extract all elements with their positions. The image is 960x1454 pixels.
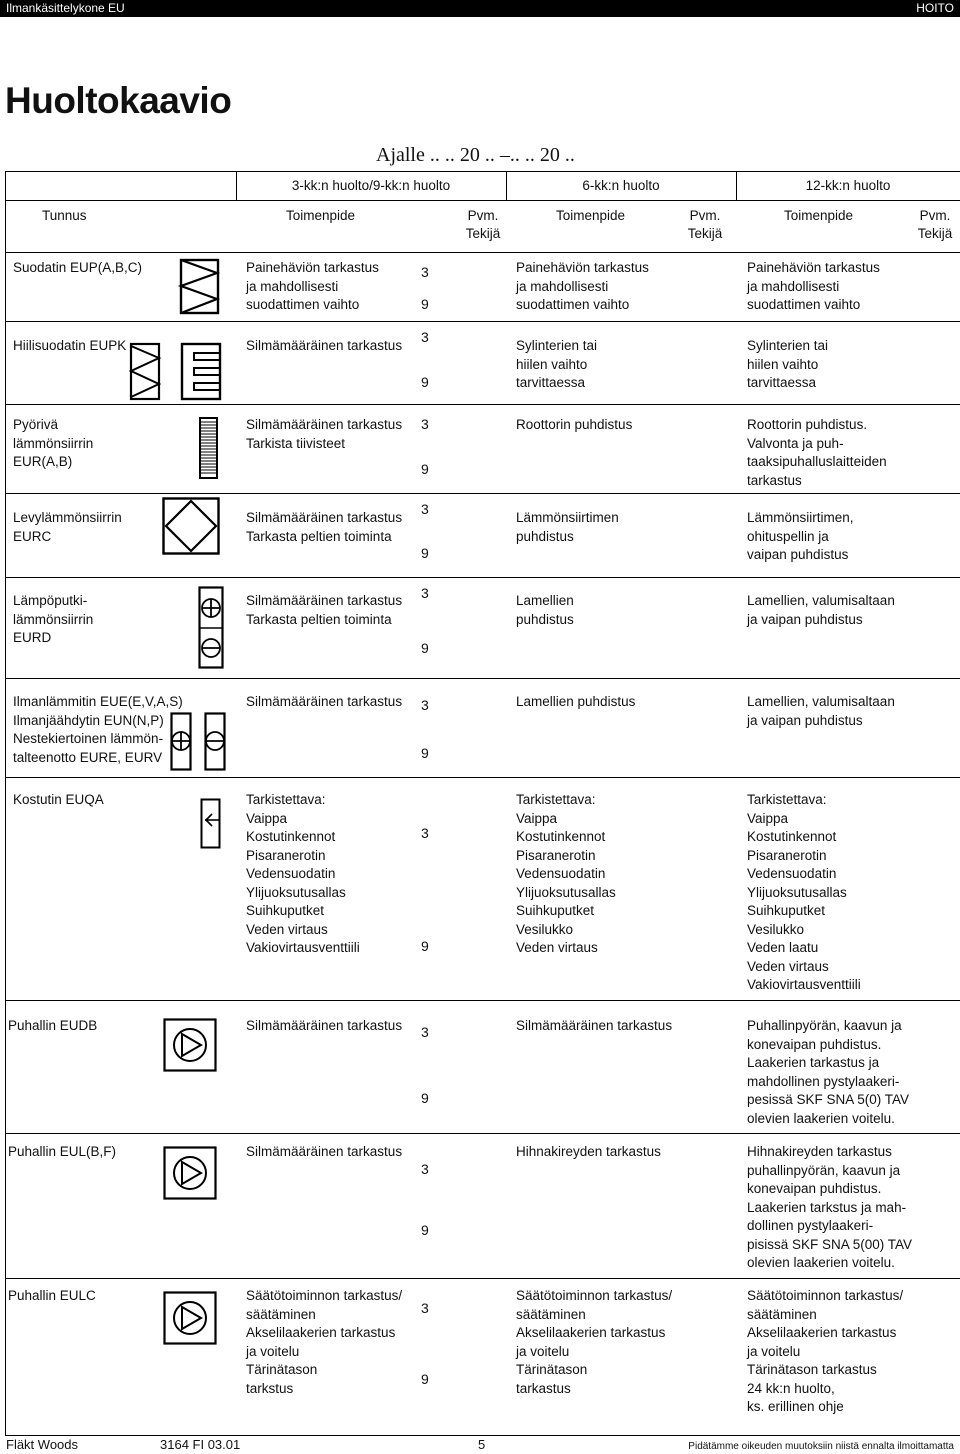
task-line: pisissä SKF SNA 5(00) TAV bbox=[747, 1236, 913, 1252]
month-9-marker: 9 bbox=[421, 1090, 429, 1106]
row-separator bbox=[5, 321, 960, 322]
month-3-marker: 3 bbox=[421, 501, 429, 517]
column-header-toimenpide-2: Toimenpide bbox=[556, 208, 626, 223]
column-header-pvm-1: Pvm. bbox=[467, 208, 499, 223]
column-header-border bbox=[5, 252, 960, 253]
row-name: Suodatin EUP(A,B,C) bbox=[13, 260, 143, 275]
task-line: Silmämääräinen tarkastus bbox=[246, 417, 403, 432]
task-3-9 bbox=[246, 259, 379, 315]
task-line: Pisaranerotin bbox=[246, 847, 326, 863]
month-3-marker: 3 bbox=[421, 264, 429, 280]
row-name: Lämpöputki- lämmönsiirrin EURD bbox=[13, 593, 94, 645]
task-line: Silmämääräinen tarkastus bbox=[516, 1018, 673, 1033]
task-line: Veden virtaus bbox=[246, 921, 328, 937]
task-line: Säätötoiminnon tarkastus/ bbox=[246, 1288, 403, 1303]
task-line: Lamellien bbox=[516, 593, 574, 608]
plate-heat-exchanger-icon bbox=[162, 497, 220, 555]
footer-rights-notice: Pidätämme oikeuden muutoksiin niistä ennalta ilmoittamatta bbox=[688, 1441, 954, 1452]
month-3-marker: 3 bbox=[421, 585, 429, 601]
date-range-line: Ajalle .. .. 20 .. –.. .. 20 .. bbox=[376, 144, 575, 166]
column-header-pvm-3: Pvm. bbox=[919, 208, 951, 223]
row-name: Ilmanlämmitin EUE(E,V,A,S) Ilmanjäähdytin EUN(N,P) Nestekiertoinen lämmön- talteenotto EURE, EURV bbox=[13, 694, 183, 765]
table-left-border bbox=[5, 171, 6, 1435]
task-line: Silmämääräinen tarkastus bbox=[246, 1018, 403, 1033]
fan-symbol-icon bbox=[163, 1146, 217, 1200]
task-3-9 bbox=[246, 1287, 402, 1398]
footer-company: Fläkt Woods bbox=[6, 1437, 79, 1452]
task-6 bbox=[516, 791, 616, 958]
task-line: Silmämääräinen tarkastus bbox=[246, 1144, 403, 1159]
row-separator bbox=[5, 777, 960, 778]
task-12 bbox=[747, 592, 895, 629]
task-line: Veden laatu bbox=[747, 940, 819, 955]
task-line: Akselilaakerien tarkastus bbox=[246, 1325, 396, 1340]
task-3-9 bbox=[246, 1017, 402, 1036]
heat-pipe-exchanger-icon bbox=[198, 586, 226, 670]
task-line: Akselilaakerien tarkastus bbox=[516, 1325, 666, 1340]
task-line: ja voitelu bbox=[516, 1343, 570, 1359]
task-line: pesissä SKF SNA 5(0) TAV bbox=[747, 1092, 910, 1107]
task-line: puhdistus bbox=[516, 528, 574, 544]
month-3-marker: 3 bbox=[421, 416, 429, 432]
month-9-marker: 9 bbox=[421, 461, 429, 477]
carbon-filter-symbol-icon bbox=[122, 343, 252, 401]
month-9-marker: 9 bbox=[421, 640, 429, 656]
task-line: Lämmönsiirtimen bbox=[516, 510, 619, 525]
task-line: Lämmönsiirtimen, bbox=[747, 510, 854, 525]
task-6 bbox=[516, 1017, 672, 1036]
column-header-toimenpide-3: Toimenpide bbox=[784, 208, 854, 223]
task-line: säätäminen bbox=[747, 1306, 817, 1322]
task-line: Tärinätason tarkastus bbox=[747, 1362, 877, 1377]
task-line: Vedensuodatin bbox=[747, 866, 837, 881]
column-header-tekija-3: Tekijä bbox=[917, 226, 953, 241]
task-line: Painehäviön tarkastus bbox=[516, 260, 649, 275]
task-3-9 bbox=[246, 693, 402, 712]
task-6 bbox=[516, 592, 574, 629]
task-6 bbox=[516, 1143, 661, 1162]
footer-document-code: 3164 FI 03.01 bbox=[160, 1437, 241, 1452]
task-line: Silmämääräinen tarkastus bbox=[246, 338, 403, 353]
task-line: Roottorin puhdistus bbox=[516, 417, 633, 432]
task-line: puhallinpyörän, kaavun ja bbox=[747, 1162, 901, 1178]
task-line: mahdollinen pystylaakeri- bbox=[747, 1073, 900, 1089]
task-line: Vesilukko bbox=[747, 921, 805, 937]
task-line: Tarkasta peltien toiminta bbox=[246, 611, 392, 627]
task-3-9 bbox=[246, 791, 360, 958]
task-line: Akselilaakerien tarkastus bbox=[747, 1325, 897, 1340]
task-line: Tarkista tiivisteet bbox=[246, 435, 346, 451]
row-name: Puhallin EUL(B,F) bbox=[8, 1144, 117, 1159]
task-line: 24 kk:n huolto, bbox=[747, 1380, 835, 1396]
task-6 bbox=[516, 259, 649, 315]
task-line: Ylijuoksutusallas bbox=[246, 884, 346, 900]
task-line: Kostutinkennot bbox=[246, 829, 336, 844]
task-line: Pisaranerotin bbox=[516, 847, 596, 863]
period-header-border bbox=[5, 200, 960, 201]
task-line: Kostutinkennot bbox=[747, 829, 837, 844]
month-9-marker: 9 bbox=[421, 296, 429, 312]
task-line: taaksipuhalluslaitteiden bbox=[747, 454, 887, 469]
task-line: Hihnakireyden tarkastus bbox=[747, 1144, 892, 1159]
task-line: Painehäviön tarkastus bbox=[246, 260, 379, 275]
task-line: tarkstus bbox=[246, 1380, 294, 1396]
task-line: Tarkasta peltien toiminta bbox=[246, 528, 392, 544]
task-line: puhdistus bbox=[516, 611, 574, 627]
task-12 bbox=[747, 693, 895, 730]
row-name: Puhallin EUDB bbox=[8, 1018, 98, 1033]
task-line: Pisaranerotin bbox=[747, 847, 827, 863]
task-line: Säätötoiminnon tarkastus/ bbox=[516, 1288, 673, 1303]
row-separator bbox=[5, 1278, 960, 1279]
row-name: Levylämmönsiirrin EURC bbox=[13, 510, 122, 544]
rotary-heat-exchanger-icon bbox=[199, 417, 219, 479]
task-12 bbox=[747, 791, 861, 995]
humidifier-symbol-icon bbox=[200, 798, 222, 850]
task-line: Suihkuputket bbox=[516, 903, 595, 918]
task-line: Puhallinpyörän, kaavun ja bbox=[747, 1018, 902, 1033]
task-line: olevien laakerien voitelu. bbox=[747, 1255, 895, 1270]
task-line: Ylijuoksutusallas bbox=[516, 884, 616, 900]
task-6 bbox=[516, 509, 619, 546]
column-header-tekija-1: Tekijä bbox=[465, 226, 501, 241]
row-separator bbox=[5, 493, 960, 494]
column-header-toimenpide-1: Toimenpide bbox=[286, 208, 356, 223]
task-line: Painehäviön tarkastus bbox=[747, 260, 880, 275]
task-line: Tärinätason bbox=[516, 1362, 588, 1377]
task-line: Säätötoiminnon tarkastus/ bbox=[747, 1288, 904, 1303]
month-3-marker: 3 bbox=[421, 1300, 429, 1316]
task-line: Roottorin puhdistus. bbox=[747, 417, 868, 432]
task-3-9 bbox=[246, 1143, 402, 1162]
task-12 bbox=[747, 1143, 912, 1273]
task-line: Tarkistettava: bbox=[747, 792, 827, 807]
row-name: Hiilisuodatin EUPK bbox=[13, 338, 127, 353]
month-3-marker: 3 bbox=[421, 825, 429, 841]
task-line: säätäminen bbox=[516, 1306, 586, 1322]
task-line: hiilen vaihto bbox=[747, 356, 819, 372]
task-line: säätäminen bbox=[246, 1306, 316, 1322]
task-line: Vaippa bbox=[516, 810, 558, 826]
task-6 bbox=[516, 1287, 672, 1398]
column-header-tunnus: Tunnus bbox=[42, 208, 87, 223]
month-3-marker: 3 bbox=[421, 329, 429, 345]
month-3-marker: 3 bbox=[421, 1161, 429, 1177]
task-line: Hihnakireyden tarkastus bbox=[516, 1144, 661, 1159]
task-line: Vakiovirtausventtiili bbox=[747, 977, 861, 992]
row-separator bbox=[5, 577, 960, 578]
task-3-9 bbox=[246, 337, 402, 356]
month-9-marker: 9 bbox=[421, 745, 429, 761]
table-top-border bbox=[5, 171, 960, 172]
task-line: konevaipan puhdistus. bbox=[747, 1036, 882, 1052]
task-line: Tärinätason bbox=[246, 1362, 318, 1377]
period-header-12: 12-kk:n huolto bbox=[805, 178, 891, 193]
task-line: Kostutinkennot bbox=[516, 829, 606, 844]
row-separator bbox=[5, 1133, 960, 1134]
task-line: Vaippa bbox=[246, 810, 288, 826]
task-3-9 bbox=[246, 592, 402, 629]
task-line: ja voitelu bbox=[747, 1343, 801, 1359]
task-12 bbox=[747, 416, 887, 490]
task-line: ks. erillinen ohje bbox=[747, 1399, 844, 1414]
row-separator bbox=[5, 1000, 960, 1001]
month-9-marker: 9 bbox=[421, 545, 429, 561]
task-line: ohituspellin ja bbox=[747, 528, 829, 544]
month-9-marker: 9 bbox=[421, 374, 429, 390]
row-name: Puhallin EULC bbox=[8, 1288, 96, 1303]
task-12 bbox=[747, 1287, 903, 1417]
task-line: Vaippa bbox=[747, 810, 789, 826]
task-line: Lamellien, valumisaltaan bbox=[747, 593, 895, 608]
page-title: Huoltokaavio bbox=[5, 80, 232, 121]
task-6 bbox=[516, 416, 632, 435]
task-line: Laakerien tarkstus ja mah- bbox=[747, 1199, 907, 1215]
row-name: Pyörivä lämmönsiirrin EUR(A,B) bbox=[13, 417, 94, 469]
task-line: Vesilukko bbox=[516, 921, 574, 937]
task-line: olevien laakerien voitelu. bbox=[747, 1110, 895, 1126]
task-line: ja voitelu bbox=[246, 1343, 300, 1359]
task-12 bbox=[747, 1017, 909, 1128]
task-line: ja vaipan puhdistus bbox=[747, 611, 863, 627]
task-line: suodattimen vaihto bbox=[516, 297, 630, 312]
task-line: Vakiovirtausventtiili bbox=[246, 940, 360, 955]
task-line: tarkastus bbox=[516, 1380, 571, 1396]
task-12 bbox=[747, 337, 828, 393]
column-header-pvm-2: Pvm. bbox=[689, 208, 721, 223]
period-header-3-9: 3-kk:n huolto/9-kk:n huolto bbox=[291, 178, 451, 193]
task-12 bbox=[747, 259, 880, 315]
task-line: Ylijuoksutusallas bbox=[747, 884, 847, 900]
month-9-marker: 9 bbox=[421, 938, 429, 954]
header-section-title: Ilmankäsittelykone EU bbox=[6, 1, 125, 15]
month-3-marker: 3 bbox=[421, 1024, 429, 1040]
task-line: suodattimen vaihto bbox=[246, 297, 360, 312]
task-line: tarvittaessa bbox=[747, 375, 817, 390]
task-line: dollinen pystylaakeri- bbox=[747, 1218, 874, 1233]
task-line: suodattimen vaihto bbox=[747, 297, 861, 312]
month-9-marker: 9 bbox=[421, 1371, 429, 1387]
task-line: Valvonta ja puh- bbox=[747, 435, 844, 451]
task-line: Lamellien, valumisaltaan bbox=[747, 694, 895, 709]
task-line: tarvittaessa bbox=[516, 375, 586, 390]
task-line: Sylinterien tai bbox=[747, 338, 829, 353]
task-6 bbox=[516, 337, 597, 393]
task-line: Silmämääräinen tarkastus bbox=[246, 510, 403, 525]
task-line: ja mahdollisesti bbox=[516, 278, 609, 294]
task-line: Tarkistettava: bbox=[246, 792, 326, 807]
month-3-marker: 3 bbox=[421, 697, 429, 713]
task-line: Suihkuputket bbox=[747, 903, 826, 918]
task-line: Vedensuodatin bbox=[516, 866, 606, 881]
coil-heater-cooler-icon bbox=[170, 712, 230, 772]
fan-symbol-icon bbox=[163, 1018, 217, 1072]
task-line: ja vaipan puhdistus bbox=[747, 712, 863, 728]
task-line: vaipan puhdistus bbox=[747, 547, 849, 562]
period-header-6: 6-kk:n huolto bbox=[582, 178, 660, 193]
task-3-9 bbox=[246, 416, 402, 453]
task-line: Silmämääräinen tarkastus bbox=[246, 593, 403, 608]
row-separator bbox=[5, 678, 960, 679]
column-header-tekija-2: Tekijä bbox=[687, 226, 723, 241]
task-3-9 bbox=[246, 509, 402, 546]
task-line: Veden virtaus bbox=[516, 940, 598, 955]
fan-symbol-icon bbox=[163, 1291, 217, 1345]
header-bar bbox=[0, 0, 960, 17]
task-line: Silmämääräinen tarkastus bbox=[246, 694, 403, 709]
table-bottom-border bbox=[5, 1435, 960, 1436]
task-line: Vedensuodatin bbox=[246, 866, 336, 881]
task-line: Laakerien tarkastus ja bbox=[747, 1055, 880, 1070]
month-9-marker: 9 bbox=[421, 1222, 429, 1238]
filter-symbol-icon bbox=[180, 259, 220, 314]
task-12 bbox=[747, 509, 854, 565]
task-line: tarkastus bbox=[747, 472, 802, 488]
task-line: konevaipan puhdistus. bbox=[747, 1181, 882, 1196]
header-chapter-label: HOITO bbox=[916, 1, 954, 15]
row-separator bbox=[5, 404, 960, 405]
task-6 bbox=[516, 693, 635, 712]
task-line: ja mahdollisesti bbox=[246, 278, 339, 294]
task-line: Tarkistettava: bbox=[516, 792, 596, 807]
footer-page-number: 5 bbox=[478, 1437, 486, 1452]
task-line: Lamellien puhdistus bbox=[516, 694, 636, 709]
row-name: Kostutin EUQA bbox=[13, 792, 104, 807]
task-line: Veden virtaus bbox=[747, 958, 829, 974]
task-line: ja mahdollisesti bbox=[747, 278, 840, 294]
task-line: hiilen vaihto bbox=[516, 356, 588, 372]
task-line: Sylinterien tai bbox=[516, 338, 598, 353]
task-line: Suihkuputket bbox=[246, 903, 325, 918]
